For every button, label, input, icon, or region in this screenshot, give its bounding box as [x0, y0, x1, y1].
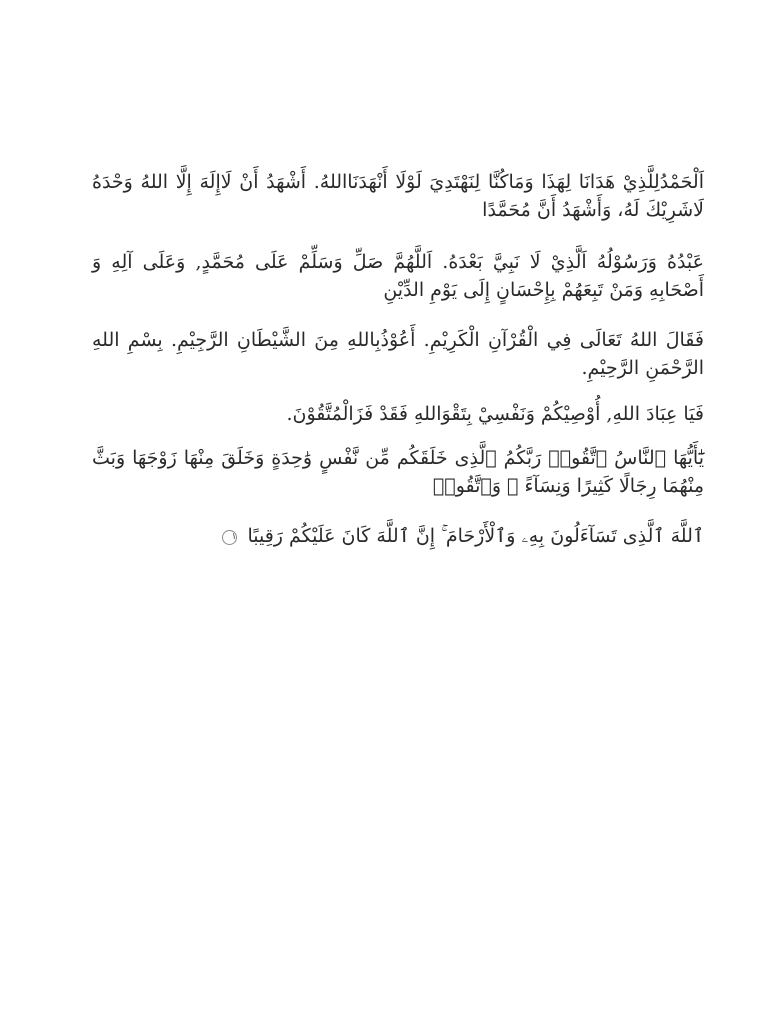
taqwa-advice-paragraph: فَيَا عِبَادَ اللهِ, أُوْصِيْكُمْ وَنَفْسِيْ بِتَقْوَاللهِ فَقَدْ فَزَالْمُتَّقُوْنَ. — [286, 403, 704, 425]
sermon-text — [92, 168, 704, 550]
verse-line-1: يَٰٓأَيُّهَا ٱلنَّاسُ ٱتَّقُوا۟ رَبَّكُمُ ٱلَّذِى خَلَقَكُم مِّن نَّفْسٍ وَٰحِدَةٍ وَخَلَقَ مِنْهَا زَوْجَهَا وَبَثَّ مِنْهُمَا رِجَالًا كَثِيرًا وَنِسَآءً ۚ وَٱتَّقُوا۟ — [92, 447, 704, 497]
ayah-number-marker: ١ — [222, 530, 237, 545]
quran-verse-paragraph — [92, 444, 704, 550]
praise-line-1: اَلْحَمْدُلِلَّذِيْ هَدَانَا لِهَذَا وَمَاكُنَّا لِنَهْتَدِيَ لَوْلَا أَنْهَدَنَااللهُ. أَشْهَدُ أَنْ لَاإِلَهَ إِلَّا اللهُ وَحْدَهُ لَاشَرِيْكَ لَهُ، وَأَشْهَدُ أَنَّ مُحَمَّدًا — [92, 171, 704, 221]
praise-line-2: عَبْدُهُ وَرَسُوْلُهُ اَلَّذِيْ لَا نَبِيَّ بَعْدَهُ. اَللَّهُمَّ صَلِّ وَسَلِّمْ عَلَى مُحَمَّدٍ, وَعَلَى آلِهِ وَ أَصْحَابِهِ وَمَنْ تَبِعَهُمْ بِإِحْسَانٍ إِلَى يَوْمِ الدِّيْنِ — [92, 251, 704, 301]
opening-praise-paragraph — [92, 168, 704, 304]
quran-intro-paragraph: فَقَالَ اللهُ تَعَالَى فِي الْقُرْآنِ الْكَرِيْمِ. أَعُوْذُبِاللهِ مِنَ الشَّيْطَانِ الرَّجِيْمِ. بِسْمِ اللهِ الرَّحْمَنِ الرَّحِيْمِ. — [92, 329, 704, 379]
verse-line-2-text: ٱللَّهَ ٱلَّذِى تَسَآءَلُونَ بِهِۦ وَٱلْأَرْحَامَ ۚ إِنَّ ٱللَّهَ كَانَ عَلَيْكُمْ رَقِيبًا — [247, 525, 704, 547]
verse-line-2 — [92, 522, 704, 550]
